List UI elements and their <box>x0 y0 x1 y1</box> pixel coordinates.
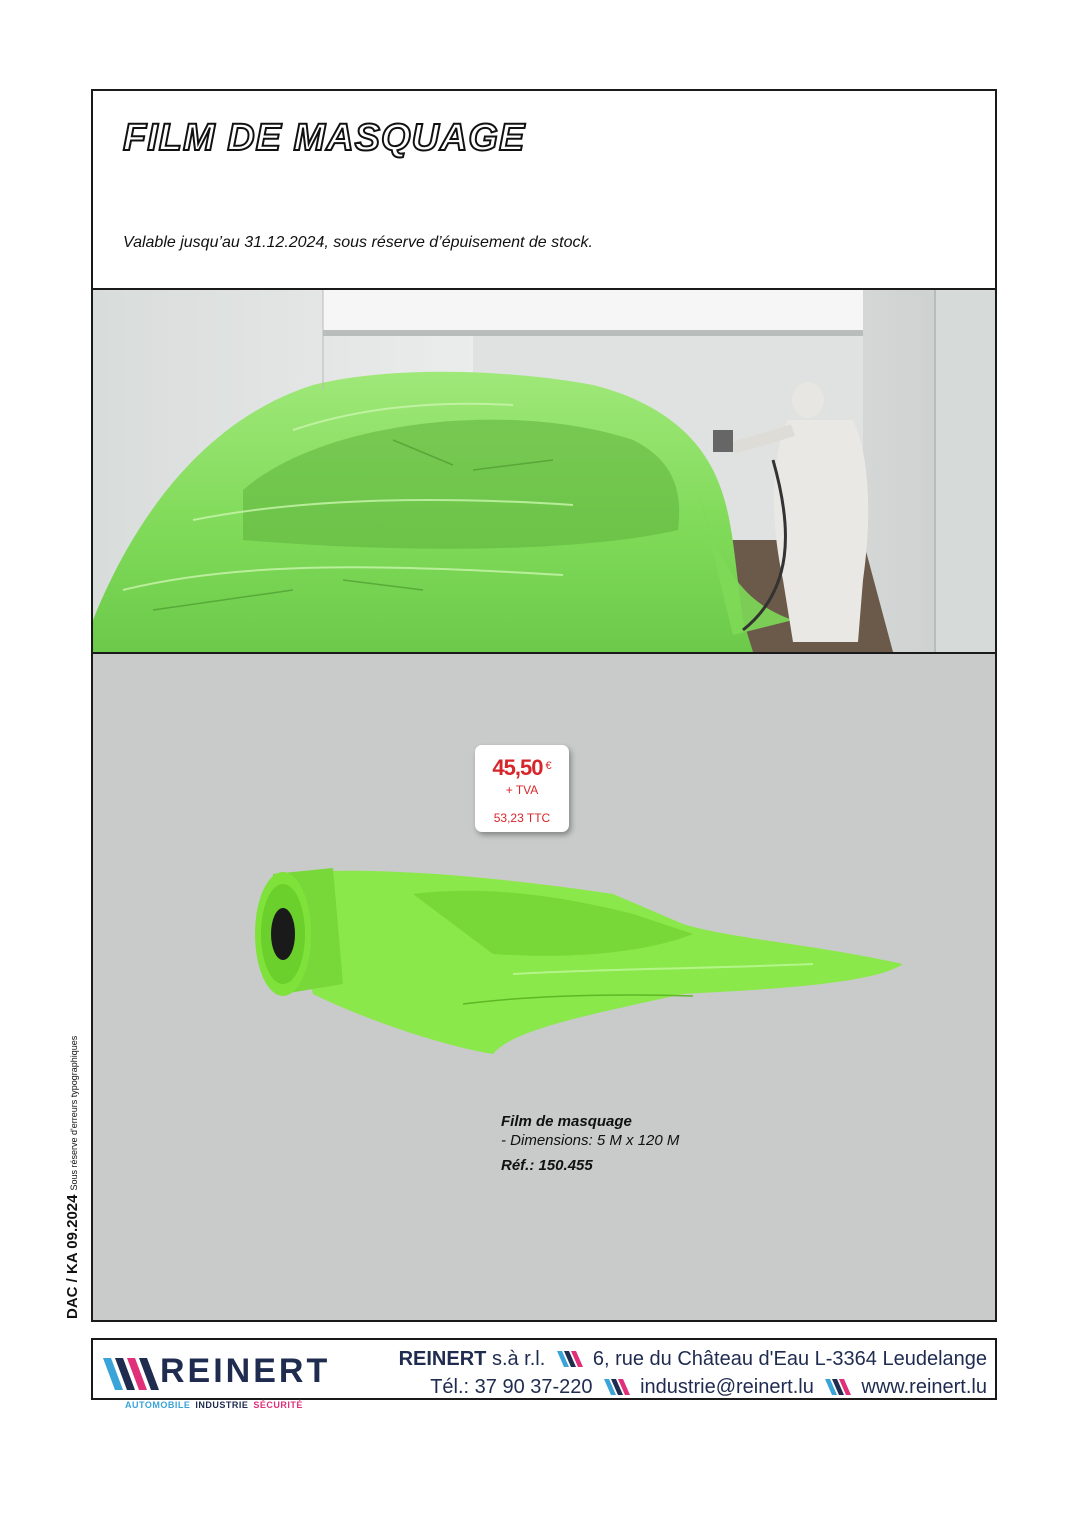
footer <box>91 1338 997 1410</box>
stripes-separator-icon <box>557 1351 587 1367</box>
product-name: Film de masquage <box>501 1113 632 1130</box>
company-suffix: s.à r.l. <box>486 1348 546 1370</box>
company-name: REINERT <box>398 1348 487 1370</box>
film-roll-image <box>213 854 913 1074</box>
spray-booth-image <box>93 290 995 652</box>
doc-code: DAC / KA 09.2024 <box>64 1194 81 1319</box>
price-tag <box>475 745 569 832</box>
logo-tagline <box>125 1400 303 1410</box>
tag-industrie: INDUSTRIE <box>195 1400 249 1410</box>
company-email-link[interactable]: industrie@reinert.lu <box>640 1376 814 1398</box>
hero-photo <box>93 288 995 654</box>
company-address: 6, rue du Château d'Eau L-3364 Leudelange <box>592 1348 987 1370</box>
stripes-separator-icon <box>825 1379 855 1395</box>
typo-disclaimer: Sous réserve d'erreurs typographiques <box>69 1035 79 1191</box>
product-dimensions: - Dimensions: 5 M x 120 M <box>501 1132 680 1149</box>
company-phone: Tél.: 37 90 37-220 <box>430 1376 593 1398</box>
header <box>93 91 995 288</box>
product-reference: Réf.: 150.455 <box>501 1157 593 1174</box>
price-tva: + TVA <box>505 783 539 797</box>
product-panel <box>93 654 995 1320</box>
document-code <box>64 1019 84 1319</box>
price-currency: € <box>545 760 552 772</box>
reinert-stripes-logo-icon <box>103 1358 161 1390</box>
contact-line-address <box>399 1348 987 1371</box>
price-amount <box>475 755 569 781</box>
tag-automobile: AUTOMOBILE <box>125 1400 191 1410</box>
tag-securite: SÉCURITÉ <box>253 1400 303 1410</box>
company-logo-wordmark: REINERT <box>160 1352 331 1390</box>
product-description <box>501 1112 679 1175</box>
page-title: FILM DE MASQUAGE <box>123 117 526 159</box>
price-ttc: 53,23 TTC <box>493 811 551 825</box>
validity-note: Valable jusqu’au 31.12.2024, sous réserve d’épuisement de stock. <box>123 234 593 251</box>
company-website-link[interactable]: www.reinert.lu <box>861 1376 987 1398</box>
stripes-separator-icon <box>604 1379 634 1395</box>
contact-line-details <box>430 1376 987 1399</box>
flyer-frame <box>91 89 997 1322</box>
price-value: 45,50 <box>492 755 543 780</box>
